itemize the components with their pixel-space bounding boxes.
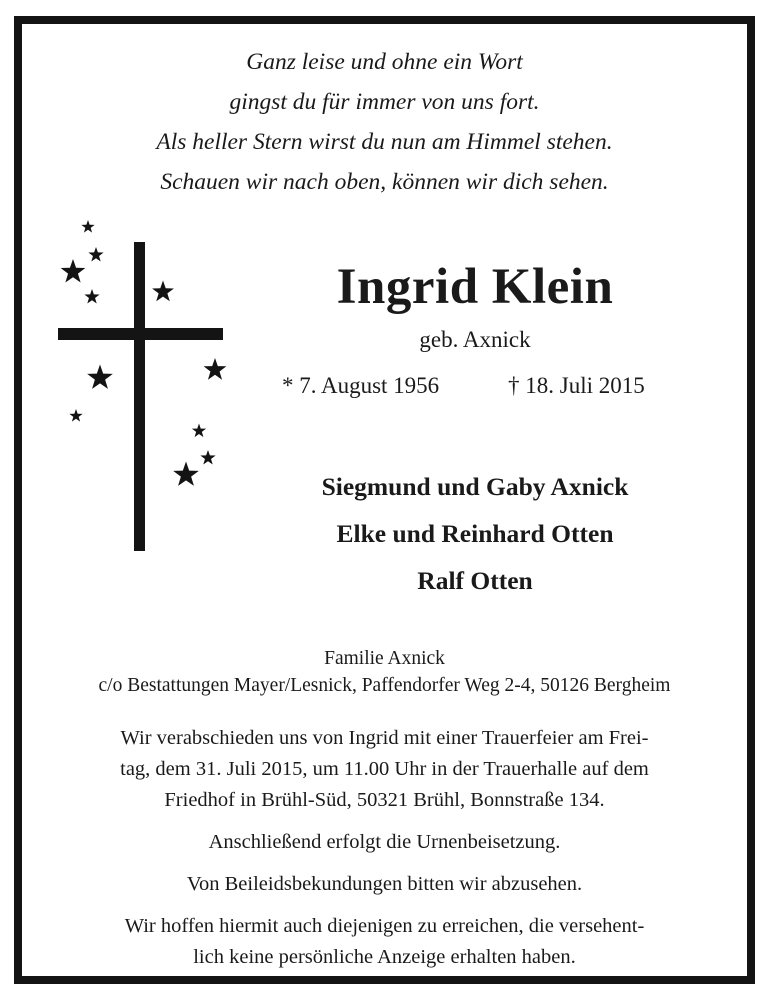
mourner-name: Elke und Reinhard Otten — [336, 519, 614, 548]
condolences-text: Von Beileidsbekundungen bitten wir abzusehen. — [186, 873, 583, 895]
poem-line: Ganz leise und ohne ein Wort — [246, 49, 523, 75]
birth-date: * 7. August 1956 — [282, 373, 440, 398]
cross-beam — [58, 328, 223, 340]
cross-icon — [134, 242, 145, 551]
star-icon — [173, 462, 199, 486]
family-name: Familie Axnick — [324, 648, 445, 669]
poem — [22, 42, 747, 202]
star-icon — [192, 424, 206, 438]
star-icon — [200, 450, 215, 464]
contact-address: c/o Bestattungen Mayer/Lesnick, Paffendorfer Weg 2-4, 50126 Bergheim — [98, 675, 671, 696]
star-icon — [84, 289, 99, 303]
star-icon — [88, 247, 103, 261]
maiden-name: geb. Axnick — [419, 327, 531, 352]
death-date: † 18. Juli 2015 — [508, 373, 645, 398]
star-icon — [152, 281, 174, 302]
closing-line: lich keine persönliche Anzeige erhalten haben. — [193, 946, 576, 968]
star-icon — [81, 220, 94, 233]
urn-burial-text: Anschließend erfolgt die Urnenbeisetzung. — [208, 831, 561, 853]
cross-with-stars-icon — [40, 210, 240, 560]
star-icon — [61, 259, 86, 283]
contact-block — [22, 645, 747, 699]
star-icon — [204, 358, 227, 380]
mourner-name: Siegmund und Gaby Axnick — [321, 472, 629, 501]
life-dates — [255, 369, 695, 403]
ceremony-paragraph — [22, 723, 747, 816]
poem-line: Schauen wir nach oben, können wir dich sehen. — [160, 169, 609, 195]
mourner-name: Ralf Otten — [417, 566, 533, 595]
deceased-name: Ingrid Klein — [336, 259, 614, 315]
ceremony-line: Wir verabschieden uns von Ingrid mit einer Trauerfeier am Frei- — [120, 727, 649, 749]
star-icon — [69, 409, 82, 422]
mourners-list — [255, 463, 695, 604]
closing-line: Wir hoffen hiermit auch diejenigen zu erreichen, die versehent- — [124, 915, 645, 937]
poem-line: gingst du für immer von uns fort. — [229, 89, 540, 115]
ceremony-line: Friedhof in Brühl-Süd, 50321 Brühl, Bonnstraße 134. — [164, 789, 605, 811]
star-icon — [87, 365, 113, 389]
closing-paragraph — [22, 911, 747, 973]
poem-line: Als heller Stern wirst du nun am Himmel stehen. — [156, 129, 613, 155]
ceremony-info — [22, 723, 747, 973]
ceremony-line: tag, dem 31. Juli 2015, um 11.00 Uhr in der Trauerhalle auf dem — [120, 758, 649, 780]
